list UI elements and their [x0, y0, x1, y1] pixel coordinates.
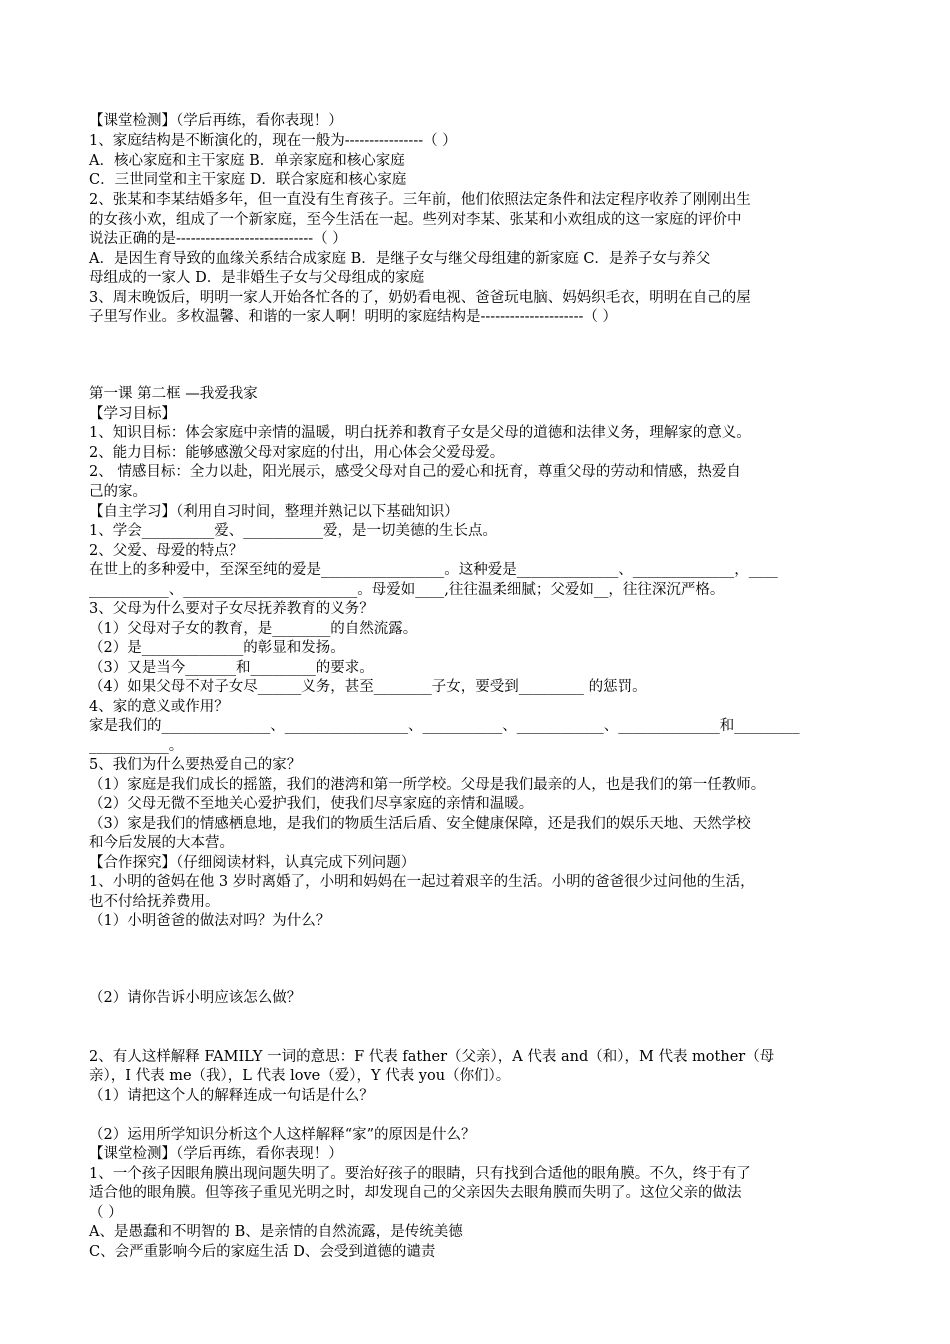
body-text: （2）父母无微不至地关心爱护我们，使我们尽享家庭的亲情和温暖。	[89, 796, 534, 812]
fill-blank-text: 家是我们的_______________、_________________、___________、____________、______________和_________	[89, 718, 800, 734]
section-heading: 【自主学习】（利用自习时间，整理并熟记以下基础知识）	[89, 504, 459, 520]
body-text: 4、家的意义或作用？	[89, 699, 229, 715]
fill-blank-text: 1、学会__________爱、___________爱，是一切美德的生长点。	[89, 523, 497, 539]
body-text: 2、父爱、母爱的特点？	[89, 543, 244, 559]
body-text: 己的家。	[89, 484, 147, 500]
question-text: （2）请你告诉小明应该怎么做？	[89, 990, 302, 1006]
body-text: 2、能力目标：能够感激父母对家庭的付出，用心体会父爱母爱。	[89, 445, 505, 461]
option-text: A．核心家庭和主干家庭 B．单亲家庭和核心家庭	[89, 153, 405, 169]
body-text: （3）家是我们的情感栖息地，是我们的物质生活后盾、安全健康保障，还是我们的娱乐天地、天然学校	[89, 816, 751, 832]
question-text: （2）运用所学知识分析这个人这样解释“家”的原因是什么？	[89, 1127, 476, 1143]
question-text: 的女孩小欢，组成了一个新家庭，至今生活在一起。些列对李某、张某和小欢组成的这一家庭的评价中	[89, 212, 742, 228]
body-text: （1）家庭是我们成长的摇篮，我们的港湾和第一所学校。父母是我们最亲的人，也是我们的第一任教师。	[89, 777, 766, 793]
option-text: A、是愚蠢和不明智的 B、是亲情的自然流露，是传统美德	[89, 1224, 463, 1240]
question-text: （1）小明爸爸的做法对吗？为什么？	[89, 913, 331, 929]
lesson-title: 第一课 第二框 —我爱我家	[89, 386, 258, 402]
question-text: 子里写作业。多枚温馨、和谐的一家人啊！明明的家庭结构是---------------------（ ）	[89, 309, 617, 325]
fill-blank-text: （2）是______________的彰显和发扬。	[89, 640, 345, 656]
question-text: 3、周末晚饭后，明明一家人开始各忙各的了，奶奶看电视、爸爸玩电脑、妈妈织毛衣，明明在自己的屋	[89, 290, 751, 306]
fill-blank-text: （4）如果父母不对子女尽______义务，甚至________子女，要受到_________ 的惩罚。	[89, 679, 647, 695]
fill-blank-text: （3）又是当今_______和_________的要求。	[89, 660, 374, 676]
fill-blank-text: 在世上的多种爱中，至深至纯的爱是_________________。这种爱是______________、______________，____	[89, 562, 778, 578]
option-text: C、会严重影响今后的家庭生活 D、会受到道德的谴责	[89, 1244, 436, 1260]
fill-blank-text: ___________。	[89, 738, 184, 754]
body-text: 2、有人这样解释 FAMILY 一词的意思：F 代表 father（父亲），A 代表 and（和），M 代表 mother（母	[89, 1049, 775, 1065]
question-text: 适合他的眼角膜。但等孩子重见光明之时，却发现自己的父亲因失去眼角膜而失明了。这位父亲的做法	[89, 1185, 742, 1201]
body-text: 和今后发展的大本营。	[89, 835, 234, 851]
body-text: 3、父母为什么要对子女尽抚养教育的义务？	[89, 601, 374, 617]
section-heading: 【学习目标】	[89, 406, 176, 422]
question-text: 1、一个孩子因眼角膜出现问题失明了。要治好孩子的眼睛，只有找到合适他的眼角膜。不久，终于有了	[89, 1166, 751, 1182]
question-text: 说法正确的是----------------------------（ ）	[89, 231, 347, 247]
section-heading: 【课堂检测】（学后再练，看你表现！）	[89, 1146, 343, 1162]
option-text: C．三世同堂和主干家庭 D．联合家庭和核心家庭	[89, 172, 407, 188]
body-text: 1、知识目标：体会家庭中亲情的温暖，明白抚养和教育子女是父母的道德和法律义务，理解家的意义。	[89, 425, 751, 441]
option-text: A．是因生育导致的血缘关系结合成家庭 B．是继子女与继父母组建的新家庭 C．是养子女与养父	[89, 251, 711, 267]
section-heading: 【合作探究】（仔细阅读材料，认真完成下列问题）	[89, 855, 416, 871]
body-text: 5、我们为什么要热爱自己的家？	[89, 757, 302, 773]
question-text: （1）请把这个人的解释连成一句话是什么？	[89, 1088, 374, 1104]
question-text: 2、张某和李某结婚多年，但一直没有生育孩子。三年前，他们依照法定条件和法定程序收养了刚刚出生	[89, 192, 751, 208]
body-text: 1、小明的爸妈在他 3 岁时离婚了，小明和妈妈在一起过着艰辛的生活。小明的爸爸很少过问他的生活，	[89, 874, 755, 890]
question-text: 1、家庭结构是不断演化的，现在一般为----------------（ ）	[89, 133, 457, 149]
section-heading: 【课堂检测】（学后再练，看你表现！）	[89, 113, 343, 129]
question-text: （ ）	[89, 1205, 123, 1221]
fill-blank-text: ___________、________________________。母爱如____,往往温柔细腻；父爱如__，往往深沉严格。	[89, 582, 725, 598]
option-text: 母组成的一家人 D．是非婚生子女与父母组成的家庭	[89, 270, 425, 286]
body-text: 也不付给抚养费用。	[89, 894, 220, 910]
fill-blank-text: （1）父母对子女的教育，是________的自然流露。	[89, 621, 418, 637]
body-text: 2、 情感目标：全力以赴，阳光展示，感受父母对自己的爱心和抚育，尊重父母的劳动和情感，热爱自	[89, 464, 741, 480]
body-text: 亲），I 代表 me（我），L 代表 love（爱），Y 代表 you（你们）。	[89, 1068, 511, 1084]
